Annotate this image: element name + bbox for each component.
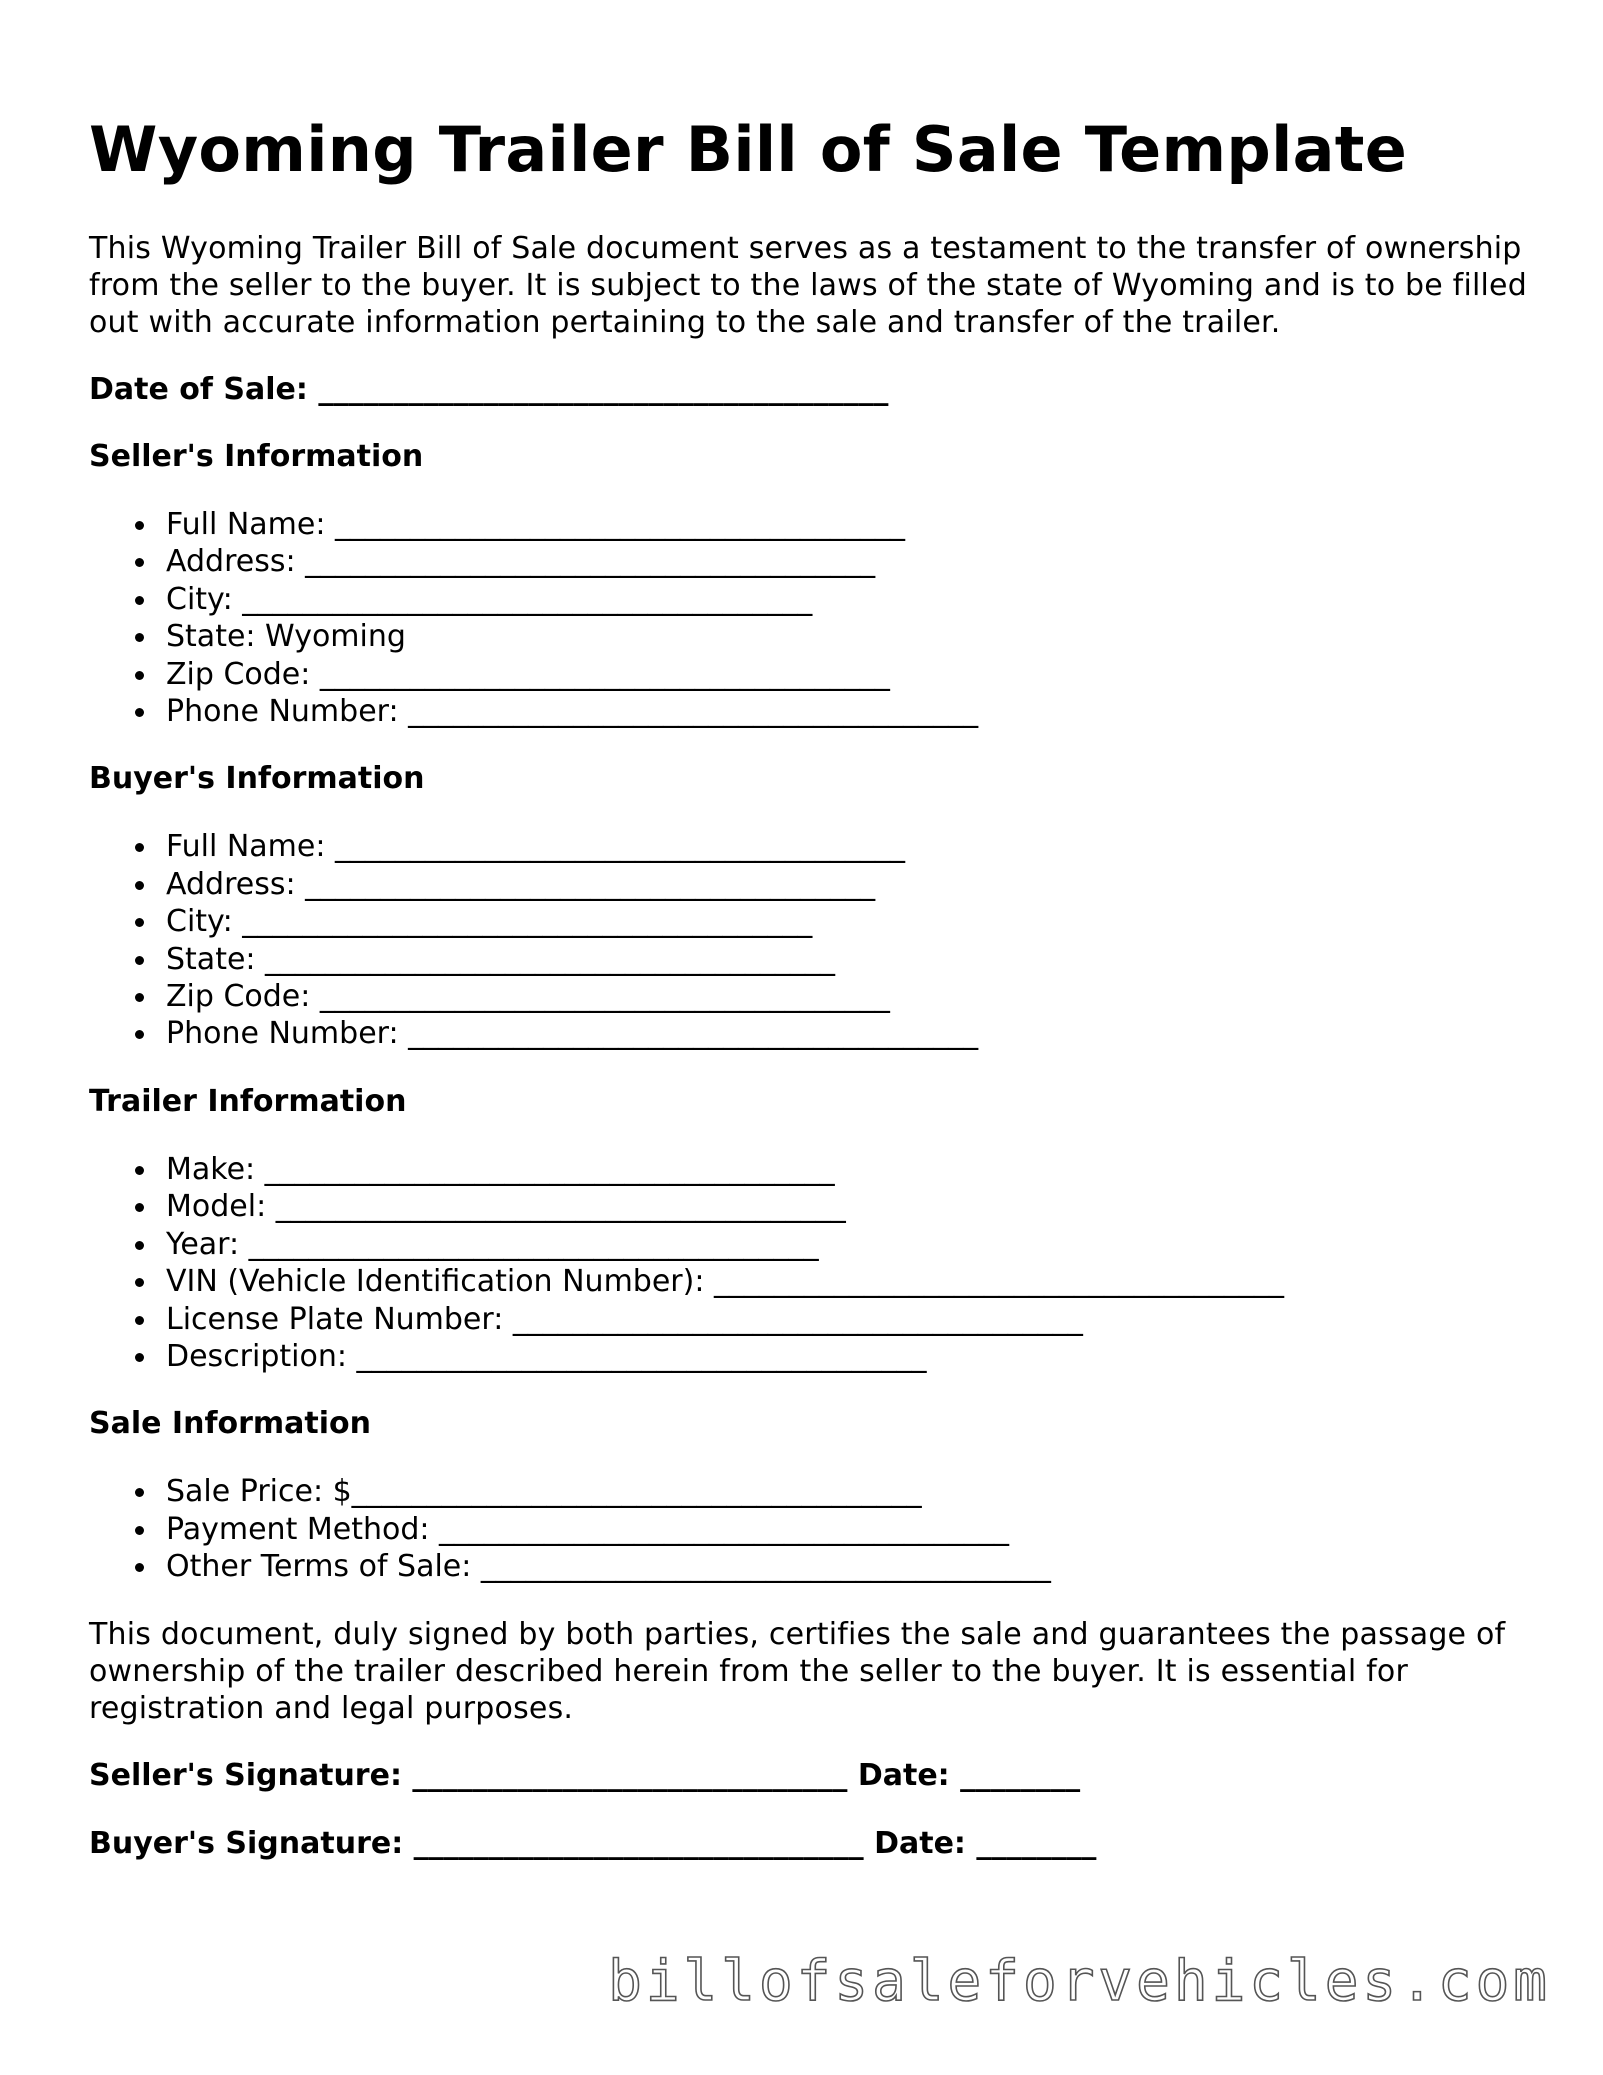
payment-method-field[interactable]: Payment Method: ______________________________________ — [166, 1511, 1529, 1548]
seller-state-field: State: Wyoming — [166, 618, 1529, 655]
seller-phone-field[interactable]: Phone Number: ______________________________________ — [166, 693, 1529, 730]
trailer-plate-field[interactable]: License Plate Number: ______________________________________ — [166, 1301, 1529, 1338]
document-page — [89, 112, 1529, 1893]
buyer-heading: Buyer's Information — [89, 761, 425, 797]
buyer-city-field[interactable]: City: ______________________________________ — [166, 903, 1529, 940]
seller-city-field[interactable]: City: ______________________________________ — [166, 581, 1529, 618]
buyer-phone-field[interactable]: Phone Number: ______________________________________ — [166, 1015, 1529, 1052]
date-of-sale-field[interactable] — [89, 371, 1529, 408]
buyer-signature-line[interactable]: Buyer's Signature: ______________________________ Date: ________ — [89, 1825, 1097, 1861]
document-title: Wyoming Trailer Bill of Sale Template — [89, 113, 1408, 186]
sale-info-list — [89, 1473, 1529, 1585]
trailer-model-field[interactable]: Model: ______________________________________ — [166, 1188, 1529, 1225]
sale-heading: Sale Information — [89, 1406, 371, 1442]
buyer-address-field[interactable]: Address: ______________________________________ — [166, 866, 1529, 903]
other-terms-field[interactable]: Other Terms of Sale: ______________________________________ — [166, 1548, 1529, 1585]
date-of-sale-blank: ______________________________________ — [307, 372, 889, 407]
buyer-state-field[interactable]: State: ______________________________________ — [166, 941, 1529, 978]
date-of-sale-label: Date of Sale: — [89, 372, 308, 407]
buyer-zip-field[interactable]: Zip Code: ______________________________________ — [166, 978, 1529, 1015]
seller-address-field[interactable]: Address: ______________________________________ — [166, 543, 1529, 580]
buyer-full-name-field[interactable]: Full Name: ______________________________________ — [166, 828, 1529, 865]
trailer-year-field[interactable]: Year: ______________________________________ — [166, 1226, 1529, 1263]
website-watermark: billofsaleforvehicles.com — [608, 1949, 1551, 2014]
trailer-vin-field[interactable]: VIN (Vehicle Identification Number): ______________________________________ — [166, 1263, 1529, 1300]
sale-price-field[interactable]: Sale Price: $______________________________________ — [166, 1473, 1529, 1510]
seller-heading: Seller's Information — [89, 439, 424, 474]
trailer-make-field[interactable]: Make: ______________________________________ — [166, 1151, 1529, 1188]
seller-info-list — [89, 506, 1529, 730]
trailer-heading: Trailer Information — [89, 1083, 407, 1119]
trailer-description-field[interactable]: Description: ______________________________________ — [166, 1338, 1529, 1375]
buyer-info-list — [89, 828, 1529, 1052]
trailer-info-list — [89, 1151, 1529, 1375]
closing-paragraph: This document, duly signed by both parties, certifies the sale and guarantees the passage of ownership of the trailer described herein from the seller to the buyer. It is essential for registration and legal purposes. — [89, 1616, 1506, 1726]
seller-zip-field[interactable]: Zip Code: ______________________________________ — [166, 656, 1529, 693]
seller-full-name-field[interactable]: Full Name: ______________________________________ — [166, 506, 1529, 543]
seller-signature-line[interactable]: Seller's Signature: _____________________________ Date: ________ — [89, 1757, 1081, 1793]
intro-paragraph: This Wyoming Trailer Bill of Sale document serves as a testament to the transfer of ownership from the seller to the buyer. It is subject to the laws of the state of Wyoming and is to be filled out with accurate information pertaining to the sale and transfer of the trailer. — [89, 231, 1527, 340]
